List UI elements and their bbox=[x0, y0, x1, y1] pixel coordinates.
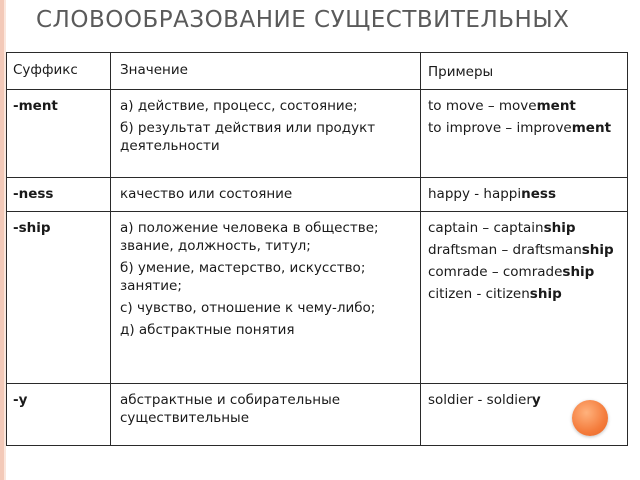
example-item: to improve – improvement bbox=[428, 120, 612, 136]
meaning-ship bbox=[120, 219, 415, 343]
suffix-table bbox=[6, 52, 628, 446]
suffix-y: -y bbox=[13, 392, 28, 408]
meaning-ment bbox=[120, 97, 415, 159]
meaning-ship-c: с) чувство, отношение к чему-либо; bbox=[120, 300, 376, 316]
examples-ship bbox=[428, 219, 623, 307]
grid-vline-1 bbox=[110, 53, 111, 445]
meaning-y-a: абстрактные и собирательные существительные bbox=[120, 392, 341, 426]
example-item: soldier - soldiery bbox=[428, 392, 541, 408]
grid-hline-header-suffix bbox=[7, 89, 110, 90]
suffix-ship: -ship bbox=[13, 220, 51, 236]
meaning-ship-b: б) умение, мастерство, искусство; занятие; bbox=[120, 260, 366, 294]
example-item: captain – captainship bbox=[428, 220, 576, 236]
page-title: СЛОВООБРАЗОВАНИЕ СУЩЕСТВИТЕЛЬНЫХ bbox=[36, 7, 570, 33]
meaning-ship-d: д) абстрактные понятия bbox=[120, 322, 295, 338]
suffix-ment: -ment bbox=[13, 98, 58, 114]
meaning-ment-a: а) действие, процесс, состояние; bbox=[120, 98, 358, 114]
example-item: comrade – comradeship bbox=[428, 264, 595, 280]
suffix-ness: -ness bbox=[13, 186, 54, 202]
grid-hline-row3 bbox=[7, 383, 627, 384]
meaning-y bbox=[120, 391, 415, 431]
example-item: draftsman – draftsmanship bbox=[428, 242, 614, 258]
examples-ness bbox=[428, 185, 623, 207]
next-slide-button[interactable] bbox=[572, 400, 608, 436]
meaning-ment-b: б) результат действия или продукт деятельности bbox=[120, 120, 376, 154]
grid-hline-row1 bbox=[7, 177, 627, 178]
example-item: citizen - citizenship bbox=[428, 286, 562, 302]
grid-vline-2 bbox=[420, 53, 421, 445]
header-examples: Примеры bbox=[428, 64, 494, 80]
grid-hline-header-meaning bbox=[110, 89, 420, 90]
meaning-ness-a: качество или состояние bbox=[120, 186, 293, 202]
meaning-ness bbox=[120, 185, 415, 207]
header-meaning: Значение bbox=[120, 62, 188, 78]
header-suffix: Суффикс bbox=[13, 62, 78, 78]
example-item: happy - happiness bbox=[428, 186, 556, 202]
grid-hline-row2 bbox=[7, 211, 627, 212]
grid-hline-header-examples bbox=[420, 89, 627, 90]
example-item: to move – movement bbox=[428, 98, 576, 114]
meaning-ship-a: а) положение человека в обществе; звание, должность, титул; bbox=[120, 220, 379, 254]
examples-ment bbox=[428, 97, 623, 141]
